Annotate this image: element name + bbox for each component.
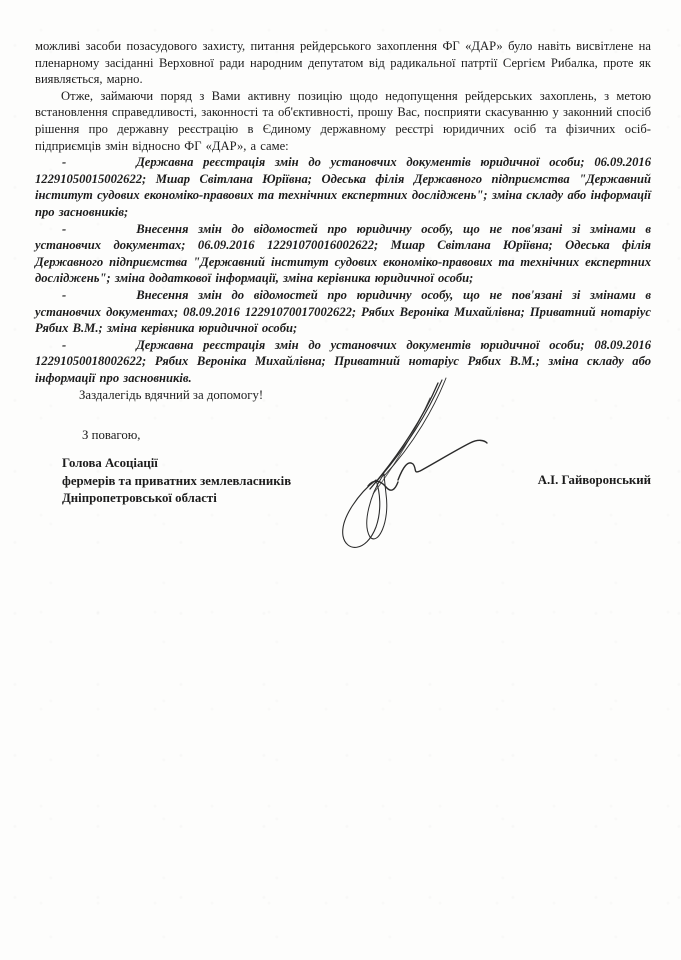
list-item-text: Державна реєстрація змін до установчих документів юридичної особи; 08.09.2016 12291050018002622; Рябих Вероніка Михайлівна; Приватний нотаріус Рябих В.М.; зміна складу або інформації про засновників.	[35, 337, 651, 385]
list-item-text: Внесення змін до відомостей про юридичну особу, що не пов'язані зі змінами в установчих документах; 08.09.2016 12291070017002622; Рябих Вероніка Михайлівна; Приватний нотаріус Рябих В.М.; зміна керівника юридичної особи;	[35, 287, 651, 336]
signatory-title-line-2: фермерів та приватних землевласників	[62, 473, 292, 488]
list-item-registration-2	[35, 221, 651, 287]
dash-bullet: -	[62, 337, 67, 352]
paragraph-request: Отже, займаючи поряд з Вами активну позицію щодо недопущення рейдерських захоплень, з метою встановлення справедливості, законності та об'єктивності, прошу Вас, посприяти скасуванню у законний спосіб рішення про державну реєстрацію в Єдиному державному реєстрі юридичних осіб та фізичних осіб-підприємців змін відносно ФГ «ДАР», а саме:	[35, 88, 651, 153]
dash-bullet: -	[62, 287, 67, 302]
signatory-title-line-3: Дніпропетровської області	[62, 491, 217, 506]
signatory-title-line-1: Голова Асоціації	[62, 456, 158, 471]
handwritten-signature	[318, 372, 496, 560]
signatory-name: А.І. Гайворонський	[537, 473, 651, 488]
dash-bullet: -	[62, 221, 67, 236]
dash-bullet: -	[62, 155, 67, 170]
list-item-registration-3	[35, 287, 651, 337]
closing-salutation: З повагою,	[82, 428, 141, 443]
paragraph-continuation: можливі засоби позасудового захисту, питання рейдерського захоплення ФГ «ДАР» було навіть висвітлене на пленарному засіданні Верховної ради народним депутатом від радикальної патртії Сергієм Рибалка, проте як виявляється, марно.	[35, 39, 651, 87]
thanks-line: Заздалегідь вдячний за допомогу!	[79, 388, 264, 403]
list-item-text: Внесення змін до відомостей про юридичну особу, що не пов'язані зі змінами в установчих документах; 06.09.2016 12291070016002622; Мшар Світлана Юріївна; Одеська філія Державного підприємства "Державний інститут судових економіко-правових та технічних експертних досліджень"; зміна додаткової інформації, зміна керівника юридичної особи;	[35, 221, 651, 286]
list-item-registration-1	[35, 154, 651, 220]
list-item-text: Державна реєстрація змін до установчих документів юридичної особи; 06.09.2016 12291050015002622; Мшар Світлана Юріївна; Одеська філія Державного підприємства "Державний інститут судових економіко-правових та технічних експертних досліджень"; зміна складу або інформації про засновників;	[35, 155, 651, 219]
